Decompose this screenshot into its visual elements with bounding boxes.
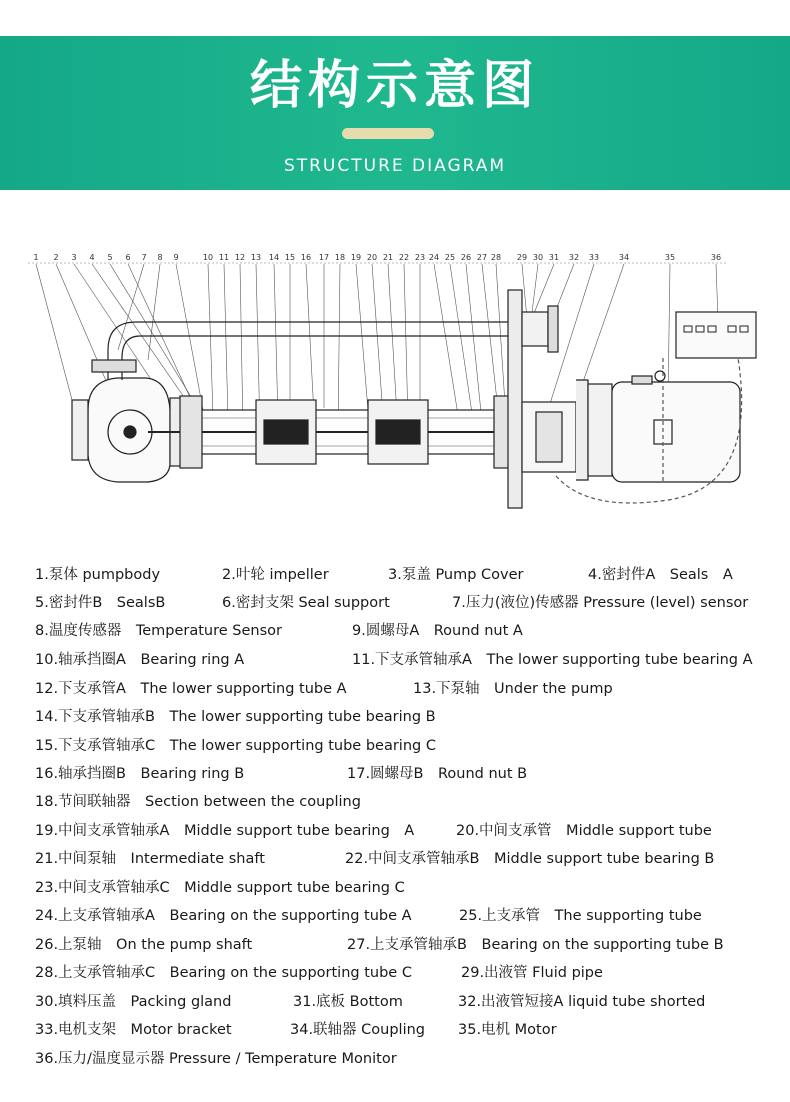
callout-number: 9 <box>173 253 179 262</box>
legend-item: 4.密封件A Seals A <box>588 567 733 583</box>
callout-number: 1 <box>33 253 39 262</box>
callout-number: 16 <box>300 253 312 262</box>
callout-number: 33 <box>588 253 600 262</box>
legend-item: 31.底板 Bottom <box>293 994 403 1010</box>
callout-number: 25 <box>444 253 456 262</box>
legend-item: 17.圆螺母B Round nut B <box>347 766 528 782</box>
callout-number: 28 <box>490 253 502 262</box>
callout-number: 5 <box>107 253 113 262</box>
leader-line <box>450 264 473 420</box>
callout-number: 11 <box>218 253 230 262</box>
leader-line <box>240 264 243 430</box>
callout-number: 24 <box>428 253 440 262</box>
callout-number: 36 <box>710 253 722 262</box>
callout-number: 3 <box>71 253 77 262</box>
callout-number: 10 <box>202 253 214 262</box>
legend-item: 25.上支承管 The supporting tube <box>459 908 702 924</box>
pump-inlet-flange <box>72 400 88 460</box>
callout-number: 26 <box>460 253 472 262</box>
callout-number: 22 <box>398 253 410 262</box>
legend-item: 24.上支承管轴承A Bearing on the supporting tube A <box>35 908 412 924</box>
callout-number: 14 <box>268 253 280 262</box>
bearing-A <box>180 396 202 468</box>
leader-line <box>176 264 203 410</box>
leader-line <box>306 264 314 415</box>
callout-number: 17 <box>318 253 330 262</box>
pipe-flange-left <box>92 360 136 372</box>
callout-number: 19 <box>350 253 362 262</box>
callout-numbers <box>33 253 721 262</box>
legend-item: 6.密封支架 Seal support <box>222 595 390 611</box>
callout-number: 30 <box>532 253 544 262</box>
leader-line <box>208 264 213 415</box>
title-underline-bar <box>342 128 434 139</box>
legend-item: 14.下支承管轴承B The lower supporting tube bearing B <box>35 709 436 725</box>
legend-item: 22.中间支承管轴承B Middle support tube bearing B <box>345 851 715 867</box>
legend-item: 8.温度传感器 Temperature Sensor <box>35 623 282 639</box>
leader-line <box>482 264 498 410</box>
leader-line <box>668 264 670 400</box>
callout-number: 27 <box>476 253 488 262</box>
fluid-pipe <box>108 322 516 380</box>
leader-line <box>148 264 160 360</box>
legend-item: 19.中间支承管轴承A Middle support tube bearing A <box>35 823 415 839</box>
legend-item: 32.出液管短接A liquid tube shorted <box>458 994 706 1010</box>
legend-item: 7.压力(液位)传感器 Pressure (level) sensor <box>452 595 749 611</box>
pump-structure-diagram <box>28 250 768 515</box>
coupling <box>536 412 562 462</box>
callout-number: 20 <box>366 253 378 262</box>
legend-item: 10.轴承挡圈A Bearing ring A <box>35 652 245 668</box>
leader-line <box>434 264 458 415</box>
callout-number: 23 <box>414 253 426 262</box>
callout-number: 13 <box>250 253 262 262</box>
leader-line <box>224 264 228 420</box>
page-title: 结构示意图 <box>249 56 540 116</box>
legend-item: 1.泵体 pumpbody <box>35 567 161 583</box>
legend-item: 12.下支承管A The lower supporting tube A <box>35 681 347 697</box>
callout-number: 4 <box>89 253 95 262</box>
callout-number: 8 <box>157 253 163 262</box>
legend-item: 11.下支承管轴承A The lower supporting tube bearing A <box>352 652 753 668</box>
legend-item: 18.节间联轴器 Section between the coupling <box>35 794 361 810</box>
page-subtitle: STRUCTURE DIAGRAM <box>283 156 507 176</box>
leader-line <box>404 264 408 422</box>
callout-number: 15 <box>284 253 296 262</box>
legend-item: 28.上支承管轴承C Bearing on the supporting tube C <box>35 965 412 981</box>
leader-line <box>356 264 368 410</box>
legend-item: 30.填料压盖 Packing gland <box>35 994 232 1010</box>
callout-number: 18 <box>334 253 346 262</box>
callout-number: 32 <box>568 253 580 262</box>
leader-line <box>274 264 278 420</box>
leader-line <box>466 264 483 432</box>
callout-number: 7 <box>141 253 147 262</box>
callout-number: 34 <box>618 253 630 262</box>
pressure-temperature-monitor <box>676 312 756 358</box>
callout-number: 2 <box>53 253 59 262</box>
legend-item: 20.中间支承管 Middle support tube <box>456 823 712 839</box>
legend-item: 13.下泵轴 Under the pump <box>413 681 613 697</box>
legend-item: 27.上支承管轴承B Bearing on the supporting tube B <box>347 937 724 953</box>
legend-item: 23.中间支承管轴承C Middle support tube bearing C <box>35 880 405 896</box>
legend-item: 36.压力/温度显示器 Pressure / Temperature Monitor <box>35 1051 397 1067</box>
legend-item: 35.电机 Motor <box>458 1022 557 1038</box>
legend-item: 15.下支承管轴承C The lower supporting tube bearing C <box>35 738 436 754</box>
legend-item: 21.中间泵轴 Intermediate shaft <box>35 851 265 867</box>
callout-number: 6 <box>125 253 131 262</box>
outlet-short-pipe <box>522 312 548 346</box>
legend-item: 3.泵盖 Pump Cover <box>388 567 524 583</box>
legend-item: 16.轴承挡圈B Bearing ring B <box>35 766 245 782</box>
leader-line <box>338 264 340 432</box>
legend-item: 29.出液管 Fluid pipe <box>461 965 603 981</box>
callout-number: 35 <box>664 253 676 262</box>
legend-item: 2.叶轮 impeller <box>222 567 329 583</box>
legend-item: 33.电机支架 Motor bracket <box>35 1022 232 1038</box>
legend-item: 34.联轴器 Coupling <box>290 1022 426 1038</box>
callout-number: 29 <box>516 253 528 262</box>
callout-number: 21 <box>382 253 394 262</box>
legend-item: 9.圆螺母A Round nut A <box>352 623 523 639</box>
leader-line <box>372 264 383 415</box>
callout-number: 12 <box>234 253 246 262</box>
pump-drawing <box>72 290 756 508</box>
motor <box>612 382 740 482</box>
legend-item: 26.上泵轴 On the pump shaft <box>35 937 253 953</box>
bottom-plate <box>508 290 522 508</box>
legend-item: 5.密封件B SealsB <box>35 595 166 611</box>
callout-number: 31 <box>548 253 560 262</box>
